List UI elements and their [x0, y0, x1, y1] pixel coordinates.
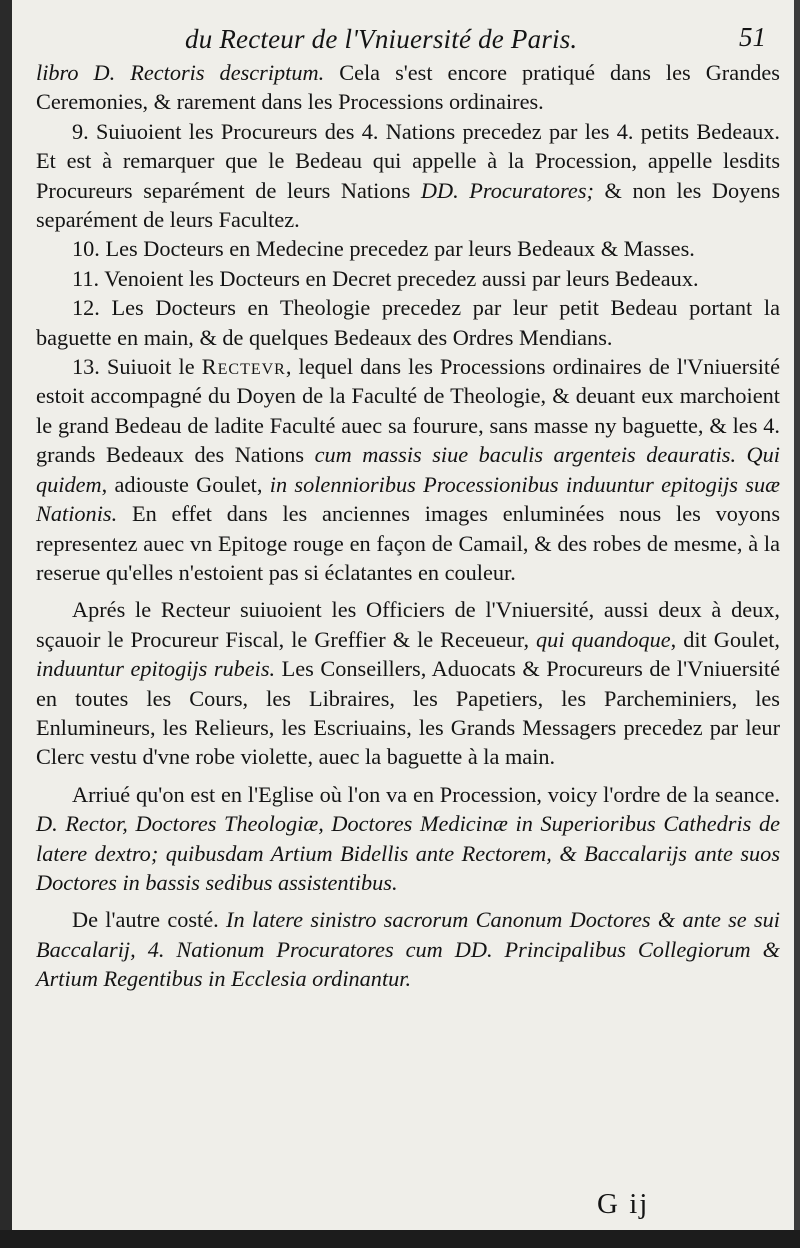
- signature-mark: G ij: [597, 1188, 650, 1220]
- paragraph: [36, 595, 780, 771]
- italic-text: induuntur epitogijs rubeis.: [36, 656, 276, 682]
- paragraph: [36, 780, 780, 898]
- text-segment: Aprés le Recteur suiuoient les Officiers de l'Vniuersité, aussi deux à deux, sçauoir le Procureur Fiscal, le Greffier & le Receueur,: [36, 597, 780, 652]
- italic-text: D. Rector, Doctores Theologiæ, Doctores Medicinæ in Superioribus Cathedris de latere dextro; quibusdam Artium Bidellis ante Rectorem, & Baccalarijs ante suos Doctores in bassis sedibus assistentibus.: [36, 811, 780, 895]
- text-segment: , adiouste Goulet,: [101, 471, 270, 497]
- text-segment: & non les Doyens separément de leurs Facultez.: [36, 177, 780, 233]
- italic-text: In latere sinistro sacrorum Canonum Doctores & ante se sui Baccalarij, 4. Nationum Procuratores cum DD. Principalibus Collegiorum & Artium Regentibus in Ecclesia ordinantur.: [36, 907, 780, 992]
- paragraph: [36, 264, 780, 293]
- text-segment: 13. Suiuoit le: [72, 354, 202, 380]
- text-segment: 12. Les Docteurs en Theologie precedez par leur petit Bedeau portant la baguette en main, & de quelques Bedeaux des Ordres Mendians.: [36, 295, 780, 350]
- text-segment: Arriué qu'on est en l'Eglise où l'on va en Procession, voicy l'ordre de la seance.: [72, 781, 780, 807]
- italic-text: in solennioribus Processionibus induuntur epitogijs suæ Nationis.: [36, 471, 780, 527]
- page-left-shadow: [0, 0, 12, 1248]
- smallcaps-text: Rectevr: [201, 354, 286, 380]
- paragraph: [36, 117, 780, 235]
- running-head: du Recteur de l'Vniuersité de Paris.: [185, 24, 578, 54]
- page-number: 51: [739, 22, 766, 52]
- text-segment: 9. Suiuoient les Procureurs des 4. Nations precedez par les 4. petits Bedeaux. Et est à remarquer que le Bedeau qui appelle à la Procession, appelle lesdits Procureurs separément de leurs Nations: [36, 118, 780, 203]
- italic-text: DD. Procuratores;: [420, 177, 594, 203]
- body-text: [36, 58, 780, 994]
- text-segment: Cela s'est encore pratiqué dans les Grandes Ceremonies, & rarement dans les Processions ordinaires.: [36, 60, 780, 115]
- italic-text: libro D. Rectoris descriptum.: [36, 60, 325, 85]
- italic-text: cum massis siue baculis argenteis deauratis. Qui quidem: [36, 442, 780, 497]
- text-segment: De l'autre costé.: [72, 907, 227, 933]
- italic-text: qui quandoque: [536, 626, 671, 652]
- text-segment: 10. Les Docteurs en Medecine precedez par leurs Bedeaux & Masses.: [72, 236, 695, 262]
- text-segment: , lequel dans les Processions ordinaires de l'Vniuersité estoit accompagné du Doyen de la Faculté de Theologie, & deuant eux marchoient le grand Bedeau de ladite Faculté auec sa fourure, sans masse ny baguette, & les 4. grands Bedeaux des Nations: [36, 354, 780, 468]
- page-bottom-shadow: [0, 1230, 800, 1248]
- paragraph: [36, 352, 780, 587]
- text-segment: En effet dans les anciennes images enluminées nous les voyons representez auec vn Epitoge rouge en façon de Camail, & des robes de mesme, à la reserue qu'elles n'estoient pas si éclatantes en couleur.: [36, 501, 780, 585]
- paragraph: [36, 58, 780, 117]
- paragraph: [36, 234, 780, 263]
- text-segment: , dit Goulet,: [670, 626, 781, 652]
- paragraph: [36, 293, 780, 352]
- text-segment: 11. Venoient les Docteurs en Decret precedez aussi par leurs Bedeaux.: [72, 265, 699, 291]
- paragraph: [36, 905, 780, 993]
- text-segment: Les Conseillers, Aduocats & Procureurs de l'Vniuersité en toutes les Cours, les Libraires, les Papetiers, les Parcheminiers, les Enlumineurs, les Relieurs, les Escriuains, les Grands Messagers precedez par leur Clerc vestu d'vne robe violette, auec la baguette à la main.: [36, 656, 780, 770]
- page-right-shadow: [794, 0, 800, 1248]
